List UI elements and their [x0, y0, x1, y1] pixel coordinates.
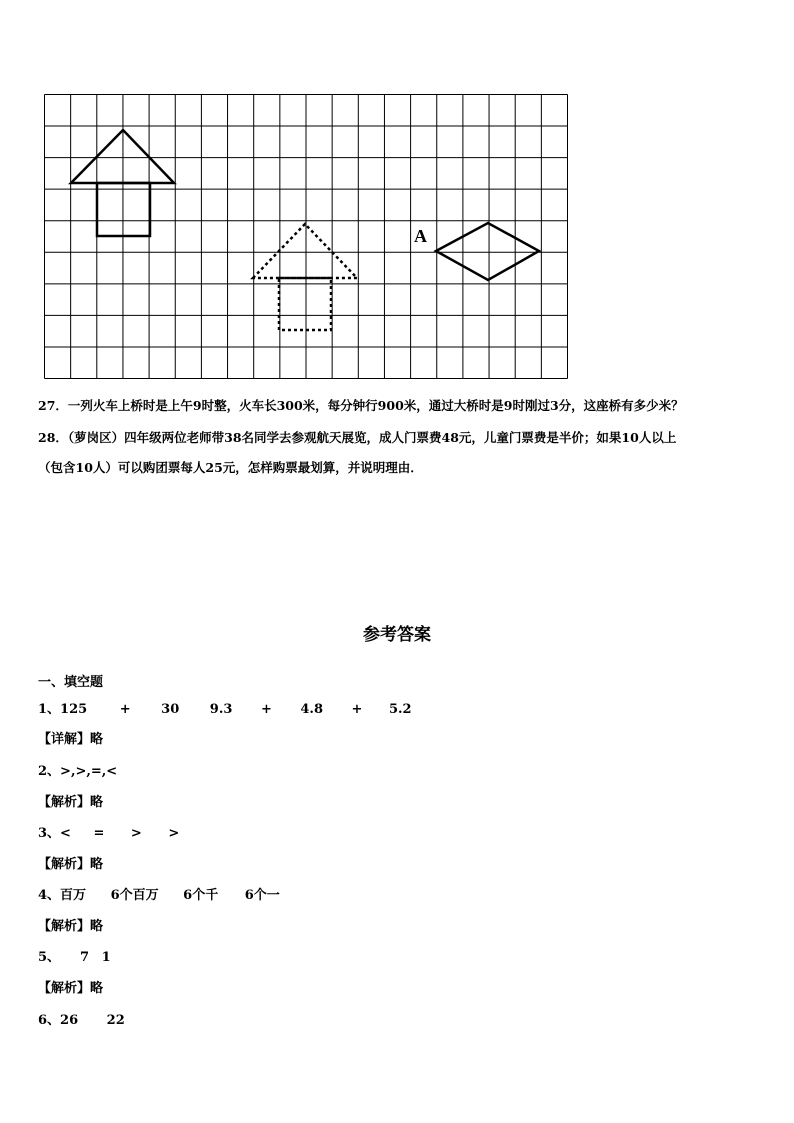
answer-1-op3: + [351, 702, 363, 717]
answer-5 [38, 946, 111, 965]
answer-1-op1: + [119, 702, 131, 717]
answer-1-v1: 125 [60, 702, 88, 717]
answer-1-v5: 5.2 [388, 702, 412, 717]
note-2: 【解析】略 [38, 795, 104, 810]
grid-figure [44, 94, 568, 384]
solid-square-body [97, 183, 150, 236]
question-28-line1: 28．（萝岗区）四年级两位老师带38名同学去参观航天展览，成人门票费48元，儿童门票费是半价；如果10人以上 [38, 430, 677, 445]
answer-4-num: 4、 [38, 888, 61, 903]
dotted-square-body [279, 278, 331, 330]
answer-1-v4: 4.8 [300, 702, 323, 717]
answer-4 [38, 884, 280, 903]
question-27: 27．一列火车上桥时是上午9时整，火车长300米，每分钟行900米，通过大桥时是9时刚过3分，这座桥有多少米？ [38, 398, 684, 413]
answer-1-v2: 30 [161, 702, 180, 717]
point-a-label: A [414, 226, 427, 246]
answer-title: 参考答案 [363, 625, 431, 645]
answer-6-v2: 22 [106, 1013, 125, 1028]
answer-5-v2: 1 [101, 950, 111, 965]
section-heading: 一、填空题 [38, 675, 104, 690]
answer-5-num: 5、 [38, 950, 61, 965]
answer-6-num: 6、 [38, 1013, 61, 1028]
question-28-line2: （包含10人）可以购团票每人25元，怎样购票最划算，并说明理由． [38, 460, 423, 475]
answer-3-s4: > [168, 826, 180, 841]
note-4: 【解析】略 [38, 919, 104, 934]
answer-2: 2、>,>,=,< [38, 764, 118, 779]
answer-3-s1: < [60, 826, 71, 841]
grid-svg [44, 94, 568, 380]
note-5: 【解析】略 [38, 981, 104, 996]
answer-3-s3: > [130, 826, 142, 841]
dotted-triangle-roof [253, 224, 357, 278]
answer-1-op2: + [260, 702, 272, 717]
answer-5-v1: 7 [80, 950, 90, 965]
answer-3-s2: = [93, 826, 105, 841]
rhombus-shape [436, 223, 539, 280]
answer-3-num: 3、 [38, 826, 61, 841]
answer-4-v1: 百万 [60, 888, 87, 903]
answer-4-v4: 6个一 [244, 888, 280, 903]
answer-3 [38, 822, 179, 841]
note-3: 【解析】略 [38, 857, 104, 872]
note-1: 【详解】略 [38, 732, 104, 747]
answer-4-v3: 6个千 [183, 888, 219, 903]
answer-6-v1: 26 [60, 1013, 79, 1028]
answer-1-num: 1、 [38, 702, 61, 717]
answer-6 [38, 1009, 125, 1028]
answer-4-v2: 6个百万 [110, 888, 159, 903]
answer-1 [38, 698, 412, 717]
answer-1-v3: 9.3 [209, 702, 233, 717]
